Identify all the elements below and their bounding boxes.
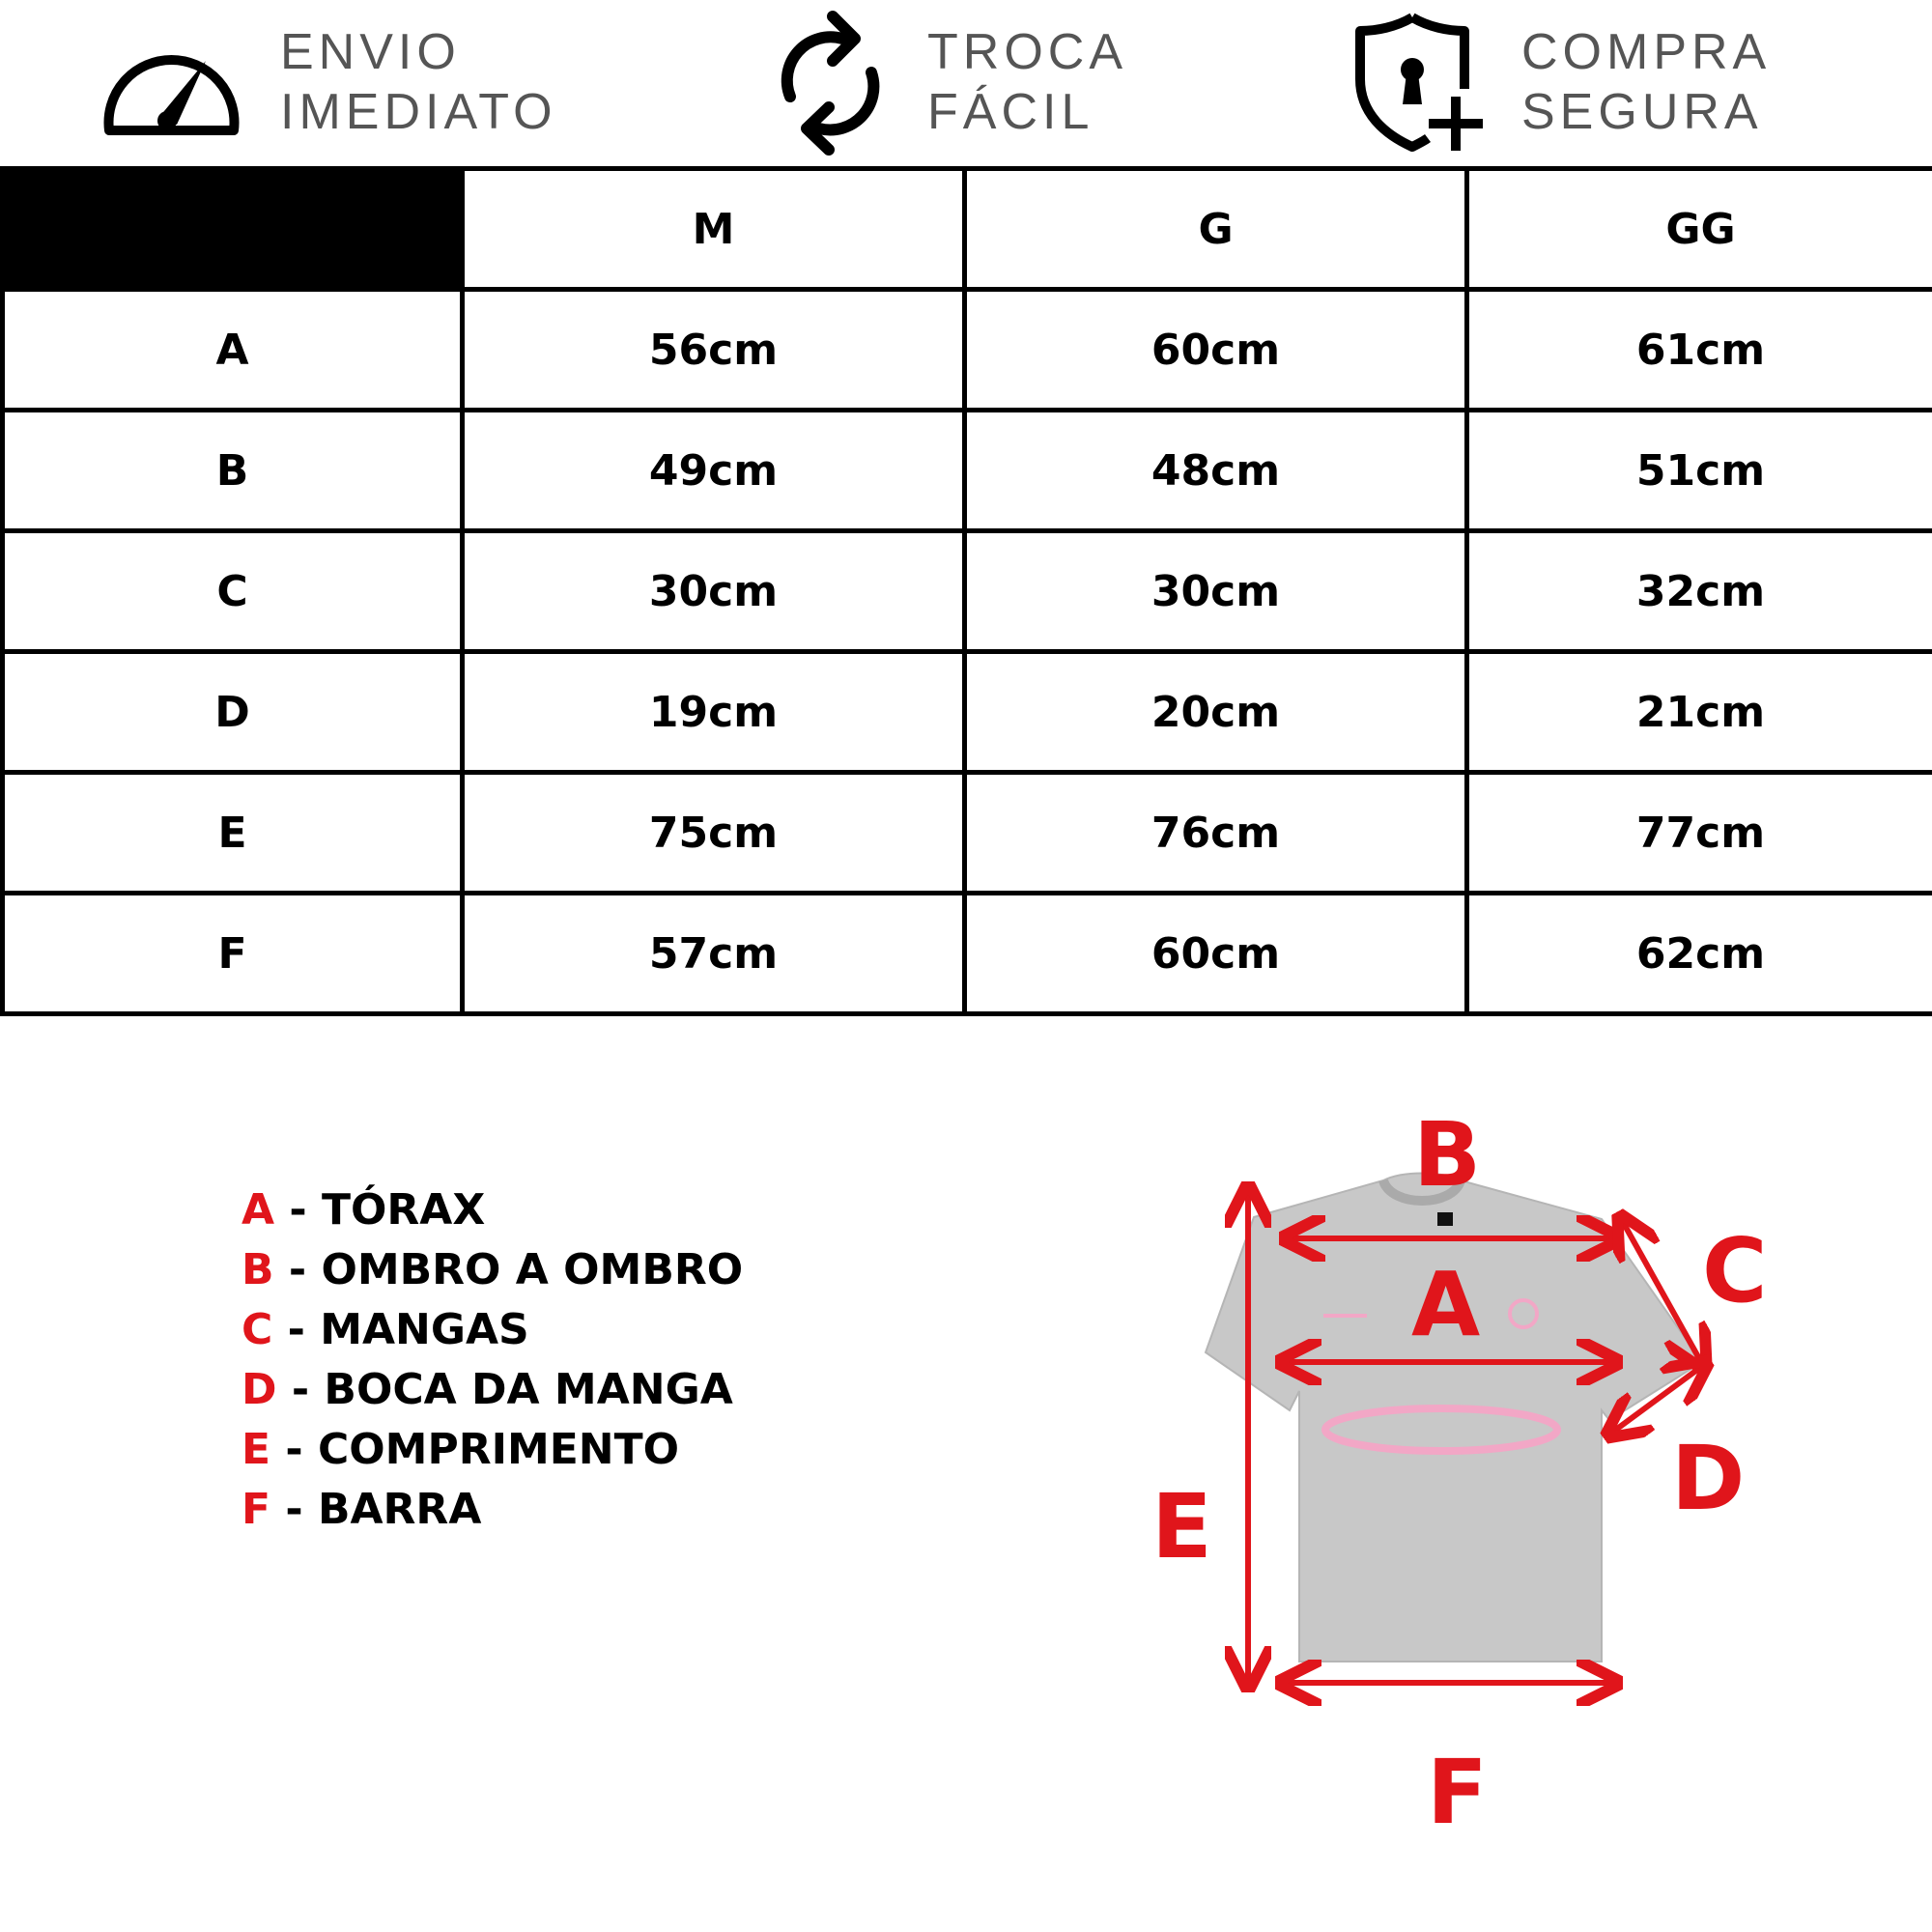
legend-text: - OMBRO A OMBRO [273,1245,744,1294]
table-cell: 32cm [1467,531,1932,652]
table-row [3,290,1932,411]
size-table [0,166,1932,1016]
legend-key: C [242,1305,273,1354]
feature-envio [101,0,557,164]
feature-text [280,22,557,142]
table-row [3,773,1932,894]
legend-text: - BARRA [270,1485,482,1534]
table-cell: 57cm [463,894,965,1014]
table-cell: 61cm [1467,290,1932,411]
table-cell: 75cm [463,773,965,894]
legend-text: - MANGAS [272,1305,529,1354]
legend-text: - COMPRIMENTO [270,1425,680,1474]
legend-text: - BOCA DA MANGA [276,1365,733,1414]
legend-key: A [242,1185,275,1235]
table-header-cell: GG [1467,169,1932,290]
neck-tag [1437,1212,1453,1226]
feature-text [1521,22,1771,142]
table-cell: 51cm [1467,411,1932,531]
table-cell: 48cm [965,411,1467,531]
row-label: C [3,531,463,652]
refresh-icon [773,5,889,159]
table-row [3,531,1932,652]
table-cell: 56cm [463,290,965,411]
legend-key: F [242,1485,271,1534]
feature-line-2: FÁCIL [927,84,1094,140]
legend-key: E [242,1425,271,1474]
diagram-label-c: C [1702,1219,1768,1322]
tshirt-shape [1206,1174,1702,1662]
feature-line-2: IMEDIATO [280,84,557,140]
table-cell: 19cm [463,652,965,773]
legend-item [242,1300,743,1360]
table-row [3,652,1932,773]
diagram-label-a: A [1411,1253,1481,1356]
table-header-cell: G [965,169,1467,290]
table-cell: 60cm [965,894,1467,1014]
feature-text [927,22,1127,142]
tshirt-diagram [1140,1082,1816,1855]
diagram-label-f: F [1427,1741,1488,1844]
feature-compra [1352,0,1771,164]
legend-item [242,1240,743,1300]
measurement-legend [242,1180,743,1540]
feature-troca [773,0,1127,164]
diagram-label-d: D [1671,1427,1746,1530]
table-row [3,894,1932,1014]
feature-line-1: COMPRA [1521,24,1772,80]
row-label: D [3,652,463,773]
table-cell: 60cm [965,290,1467,411]
table-row [3,411,1932,531]
legend-key: D [242,1365,277,1414]
row-label: F [3,894,463,1014]
row-label: B [3,411,463,531]
legend-key: B [242,1245,274,1294]
legend-item [242,1420,743,1480]
legend-text: - TÓRAX [274,1185,486,1235]
table-header-corner [3,169,463,290]
legend-item [242,1360,743,1420]
diagram-label-b: B [1413,1103,1482,1207]
table-cell: 49cm [463,411,965,531]
table-cell: 20cm [965,652,1467,773]
row-label: A [3,290,463,411]
legend-item [242,1180,743,1240]
shield-lock-icon [1352,10,1483,155]
feature-line-1: ENVIO [280,24,461,80]
row-label: E [3,773,463,894]
table-header-row [3,169,1932,290]
table-cell: 77cm [1467,773,1932,894]
table-header-cell: M [463,169,965,290]
diagram-label-e: E [1151,1475,1212,1578]
table-cell: 21cm [1467,652,1932,773]
feature-line-1: TROCA [927,24,1127,80]
feature-line-2: SEGURA [1521,84,1763,140]
legend-item [242,1480,743,1540]
table-cell: 62cm [1467,894,1932,1014]
table-cell: 76cm [965,773,1467,894]
table-cell: 30cm [965,531,1467,652]
speedometer-icon [101,24,242,140]
table-cell: 30cm [463,531,965,652]
